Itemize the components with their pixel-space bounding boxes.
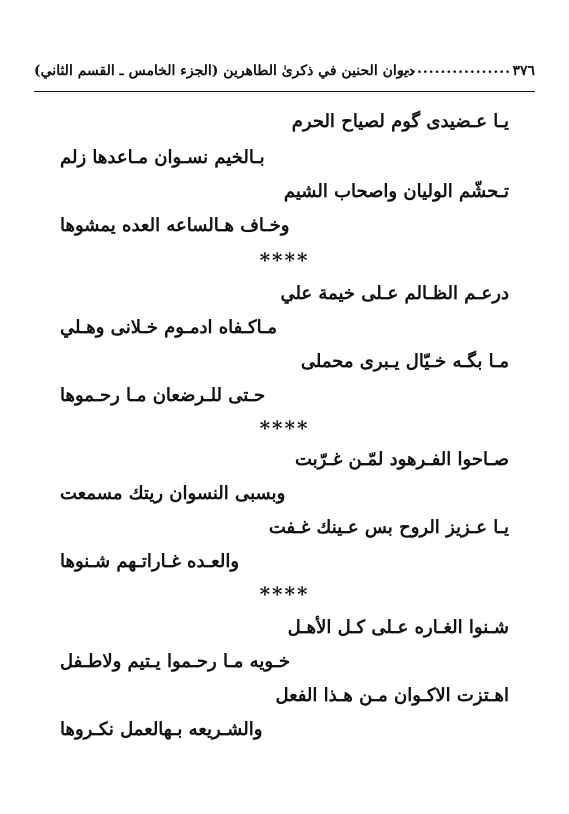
leader-dots: ................... xyxy=(399,61,511,77)
verse-line: وبسبى النسوان ريتك مسمعت xyxy=(60,483,286,504)
verse-line: مـا بگـه خـيّال يـبرى محملى xyxy=(300,351,509,372)
verse-line: خـويه مـا رحـموا يـتيم ولاطـفل xyxy=(60,651,291,672)
header-rule xyxy=(34,91,535,92)
verse-line: وخـاف هـالساعه العده يمشوها xyxy=(60,215,290,236)
verse-line: تـحشّم الوليان واصحاب الشيم xyxy=(283,181,509,202)
verse-line: اهـتزت الاكـوان مـن هـذا الفعل xyxy=(275,685,509,706)
book-title: ديوان الحنين في ذكرىٰ الطاهرين (الجزء الخامس ـ القسم الثاني) xyxy=(34,63,415,79)
verse-line: يـا عـضيدى گوم لصياح الحرم xyxy=(291,111,509,132)
verse-line: حـتى للـرضعان مـا رحـموها xyxy=(60,385,266,406)
verse-line: درعـم الظـالم عـلى خيمة علي xyxy=(280,283,509,304)
verse-line: بـالخيم نسـوان مـاعدها زلم xyxy=(60,147,265,168)
verse-line: صـاحوا الفـرهود لمّـن غـرّبت xyxy=(294,449,509,470)
stanza-separator: **** xyxy=(259,582,310,606)
verse-line: مـاكـفاه ادمـوم خـلانى وهـلي xyxy=(60,317,278,338)
verse-line: يـا عـزيز الروح بس عـينك غـفت xyxy=(268,517,509,538)
poem-body xyxy=(60,100,509,774)
stanza-separator: **** xyxy=(259,416,310,440)
verse-line: والشـريعه بـهالعمل نكـروها xyxy=(60,719,263,740)
stanza-separator: **** xyxy=(259,248,310,272)
page-number: ٣٧٦ xyxy=(512,63,535,79)
verse-line: والعـده غـاراتـهم شـنوها xyxy=(60,551,240,572)
running-header xyxy=(34,63,535,87)
verse-line: شـنوا الغـاره عـلى كـل الأهـل xyxy=(287,617,509,638)
